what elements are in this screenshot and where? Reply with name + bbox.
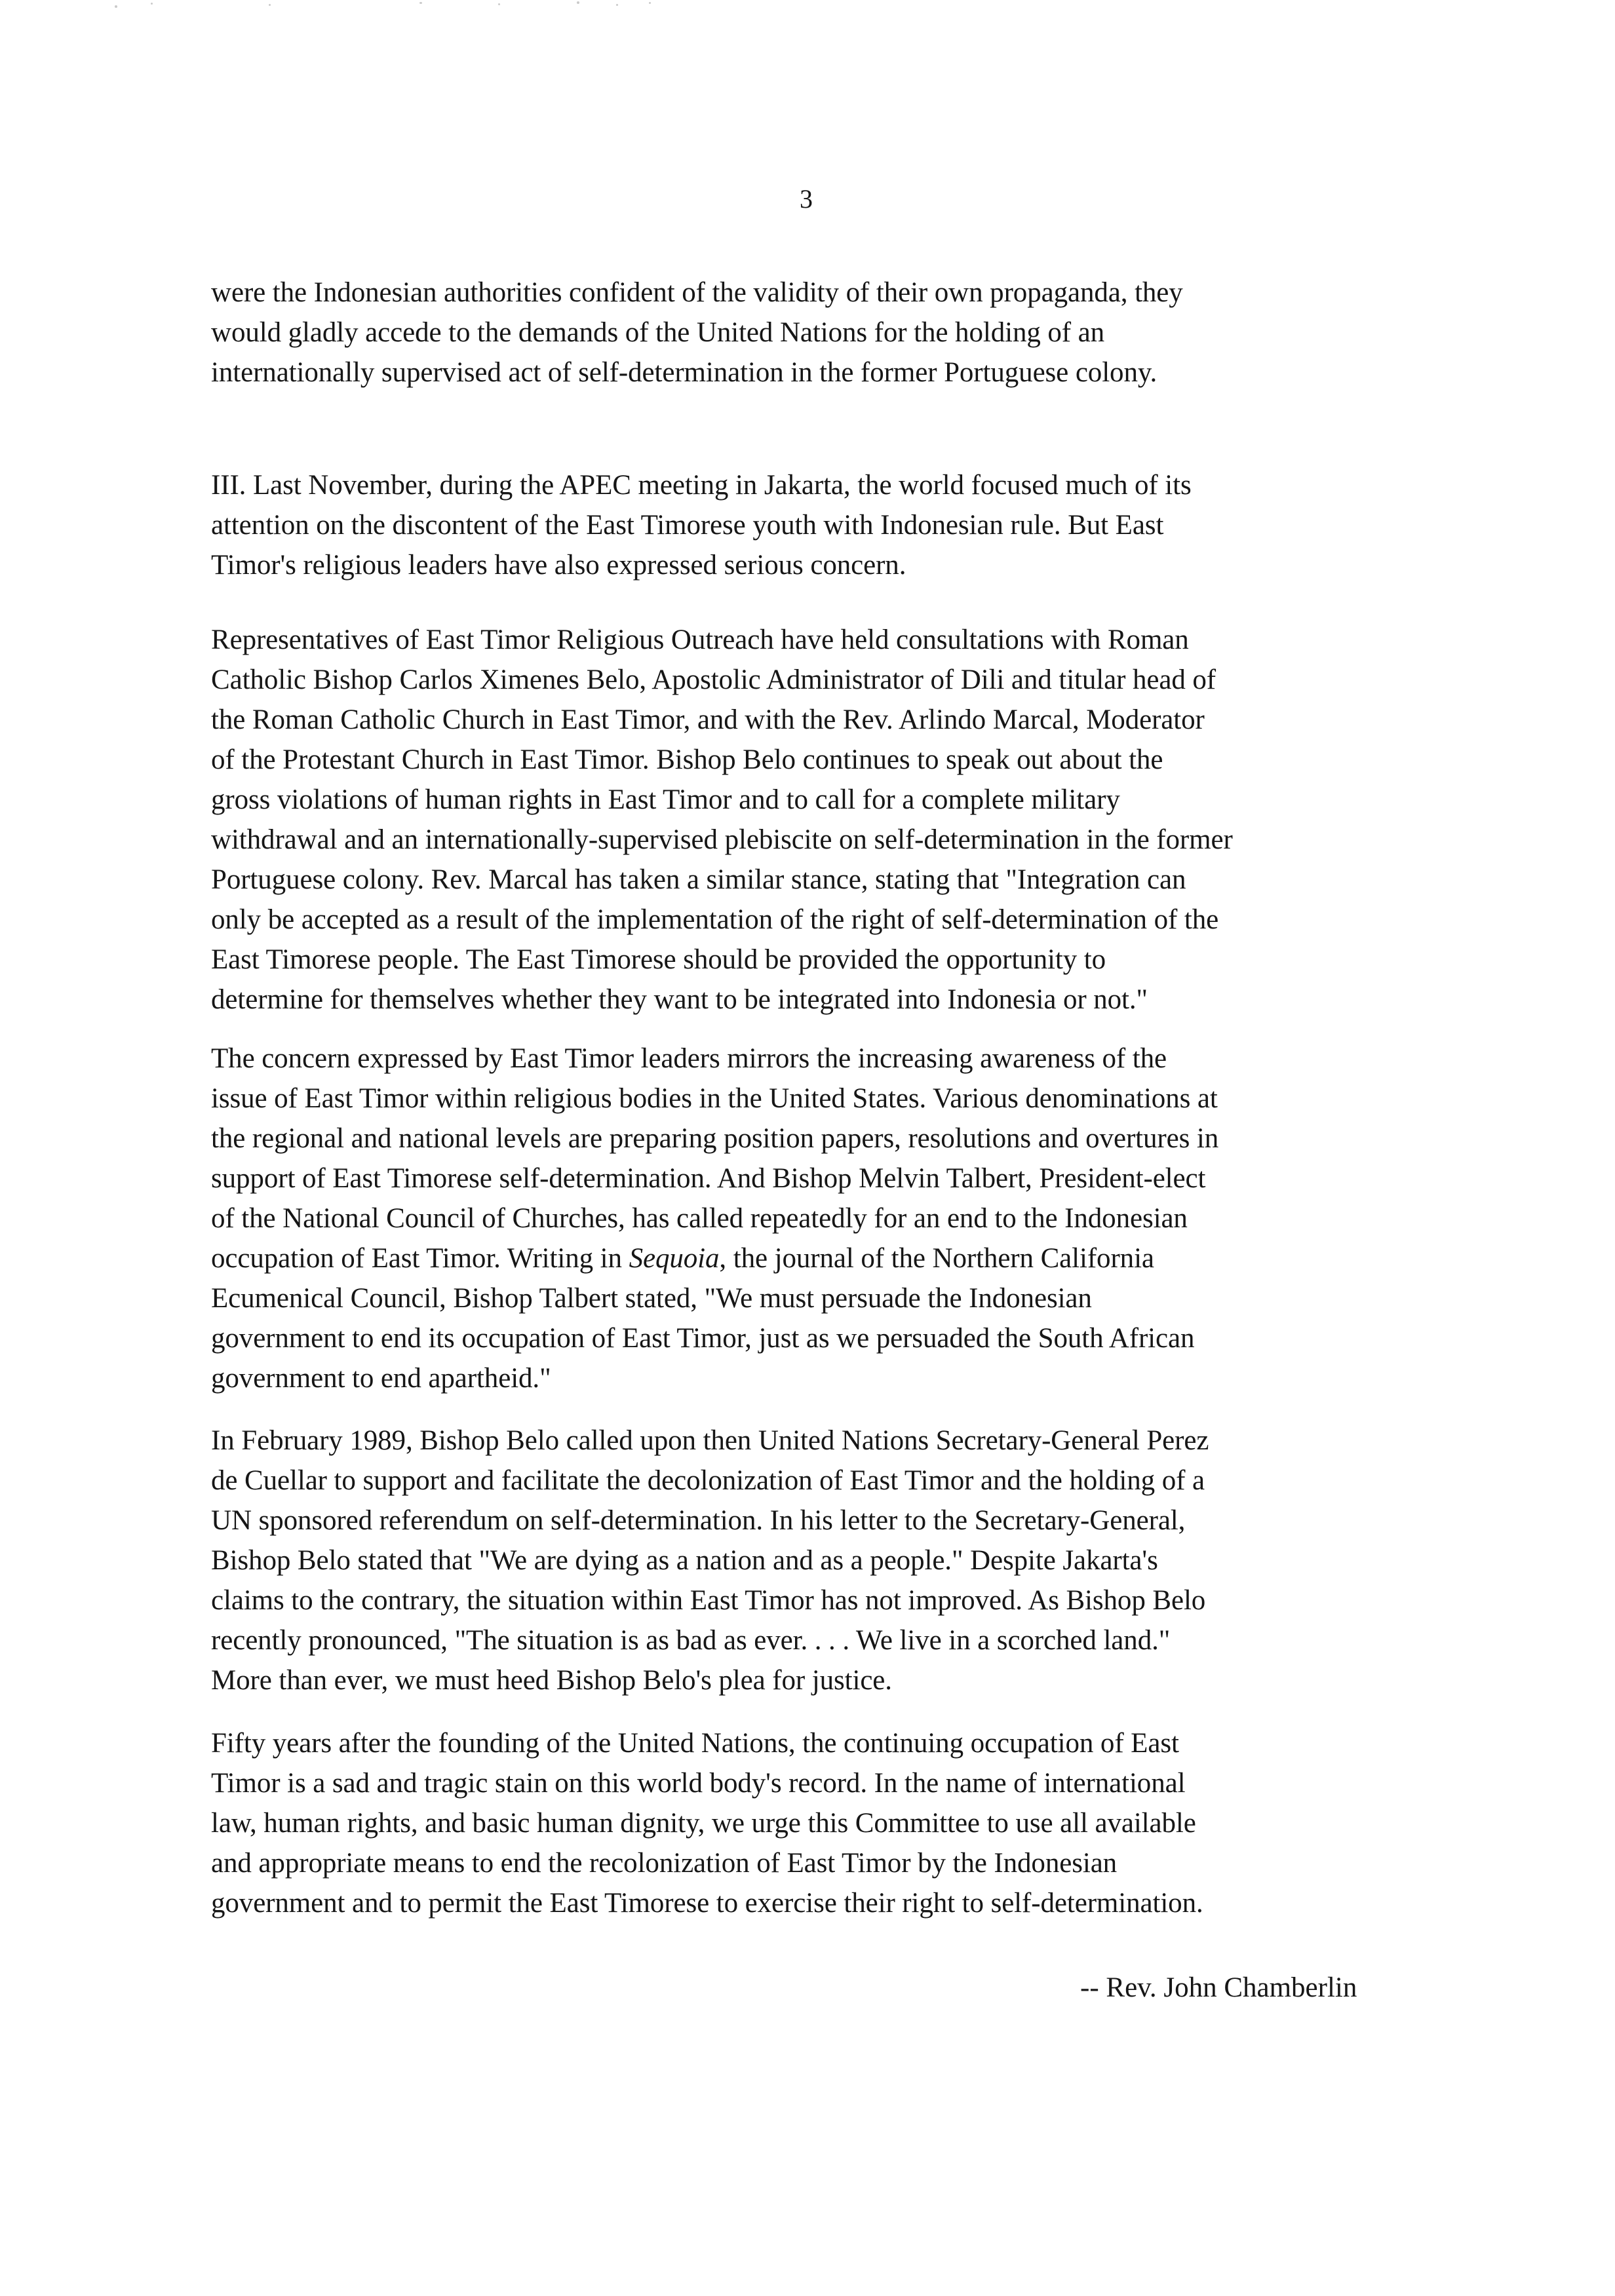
text-line: and appropriate means to end the recolonization of East Timor by the Indonesian bbox=[211, 1848, 1118, 1879]
text-line: More than ever, we must heed Bishop Belo's plea for justice. bbox=[211, 1665, 892, 1696]
paragraph-religious-outreach bbox=[211, 620, 1233, 1020]
text-line: of the Protestant Church in East Timor. Bishop Belo continues to speak out about the bbox=[211, 744, 1163, 775]
paragraph-religious-bodies bbox=[211, 1039, 1218, 1398]
text-line: Timor is a sad and tragic stain on this world body's record. In the name of international bbox=[211, 1768, 1186, 1799]
page-number: 3 bbox=[800, 184, 813, 214]
text-line: de Cuellar to support and facilitate the decolonization of East Timor and the holding of a bbox=[211, 1465, 1205, 1496]
text-line: of the National Council of Churches, has called repeatedly for an end to the Indonesian bbox=[211, 1203, 1188, 1234]
text-line: only be accepted as a result of the implementation of the right of self-determination of the bbox=[211, 904, 1219, 935]
text-line: the regional and national levels are preparing position papers, resolutions and overtures in bbox=[211, 1123, 1219, 1154]
text-line: The concern expressed by East Timor leaders mirrors the increasing awareness of the bbox=[211, 1043, 1167, 1074]
text-line: Ecumenical Council, Bishop Talbert stated, "We must persuade the Indonesian bbox=[211, 1283, 1092, 1314]
text-line: would gladly accede to the demands of the United Nations for the holding of an bbox=[211, 317, 1105, 348]
sequoia-suffix: , the journal of the Northern California bbox=[719, 1243, 1154, 1274]
text-line: Fifty years after the founding of the United Nations, the continuing occupation of East bbox=[211, 1728, 1179, 1759]
text-line: UN sponsored referendum on self-determination. In his letter to the Secretary-General, bbox=[211, 1505, 1186, 1536]
scan-speck bbox=[269, 4, 271, 6]
text-line: attention on the discontent of the East Timorese youth with Indonesian rule. But East bbox=[211, 510, 1164, 541]
paragraph-fifty-years bbox=[211, 1723, 1203, 1923]
paragraph-february-1989 bbox=[211, 1421, 1209, 1700]
text-line: withdrawal and an internationally-supervised plebiscite on self-determination in the former bbox=[211, 824, 1233, 855]
text-line: government to end apartheid." bbox=[211, 1363, 551, 1394]
text-line: gross violations of human rights in East Timor and to call for a complete military bbox=[211, 784, 1120, 815]
paragraph-continuation bbox=[211, 273, 1183, 392]
scan-speck bbox=[115, 5, 117, 8]
text-line: law, human rights, and basic human dignity, we urge this Committee to use all available bbox=[211, 1808, 1196, 1839]
scan-speck bbox=[419, 2, 422, 4]
text-line: In February 1989, Bishop Belo called upon then United Nations Secretary-General Perez bbox=[211, 1425, 1209, 1456]
text-line: issue of East Timor within religious bodies in the United States. Various denominations at bbox=[211, 1083, 1218, 1114]
sequoia-title: Sequoia bbox=[629, 1243, 720, 1274]
scan-speck bbox=[151, 3, 153, 5]
text-line: Representatives of East Timor Religious Outreach have held consultations with Roman bbox=[211, 624, 1189, 655]
text-line: internationally supervised act of self-determination in the former Portuguese colony. bbox=[211, 357, 1158, 388]
text-line: Timor's religious leaders have also expressed serious concern. bbox=[211, 550, 906, 581]
paragraph-section-iii bbox=[211, 465, 1192, 585]
text-line: were the Indonesian authorities confident of the validity of their own propaganda, they bbox=[211, 277, 1183, 308]
text-line: support of East Timorese self-determination. And Bishop Melvin Talbert, President-elect bbox=[211, 1163, 1206, 1194]
text-line: government and to permit the East Timorese to exercise their right to self-determination. bbox=[211, 1888, 1203, 1919]
scan-speck bbox=[577, 1, 579, 4]
text-line: Catholic Bishop Carlos Ximenes Belo, Apostolic Administrator of Dili and titular head of bbox=[211, 664, 1216, 695]
text-line bbox=[211, 1238, 1218, 1278]
text-line: Bishop Belo stated that "We are dying as a nation and as a people." Despite Jakarta's bbox=[211, 1545, 1158, 1576]
text-line: III. Last November, during the APEC meeting in Jakarta, the world focused much of its bbox=[211, 470, 1192, 501]
scan-speck bbox=[616, 4, 618, 6]
signature: -- Rev. John Chamberlin bbox=[1080, 1972, 1357, 2003]
text-line: determine for themselves whether they want to be integrated into Indonesia or not." bbox=[211, 984, 1148, 1015]
text-line: recently pronounced, "The situation is as bad as ever. . . . We live in a scorched land." bbox=[211, 1625, 1171, 1656]
text-line: East Timorese people. The East Timorese should be provided the opportunity to bbox=[211, 944, 1106, 975]
scan-speck bbox=[498, 3, 500, 5]
text-line: Portuguese colony. Rev. Marcal has taken a similar stance, stating that "Integration can bbox=[211, 864, 1186, 895]
text-line: claims to the contrary, the situation within East Timor has not improved. As Bishop Belo bbox=[211, 1585, 1206, 1616]
scan-speck bbox=[649, 2, 651, 4]
sequoia-prefix: occupation of East Timor. Writing in bbox=[211, 1243, 629, 1274]
text-line: the Roman Catholic Church in East Timor, and with the Rev. Arlindo Marcal, Moderator bbox=[211, 704, 1205, 735]
text-line: government to end its occupation of East Timor, just as we persuaded the South African bbox=[211, 1323, 1195, 1354]
